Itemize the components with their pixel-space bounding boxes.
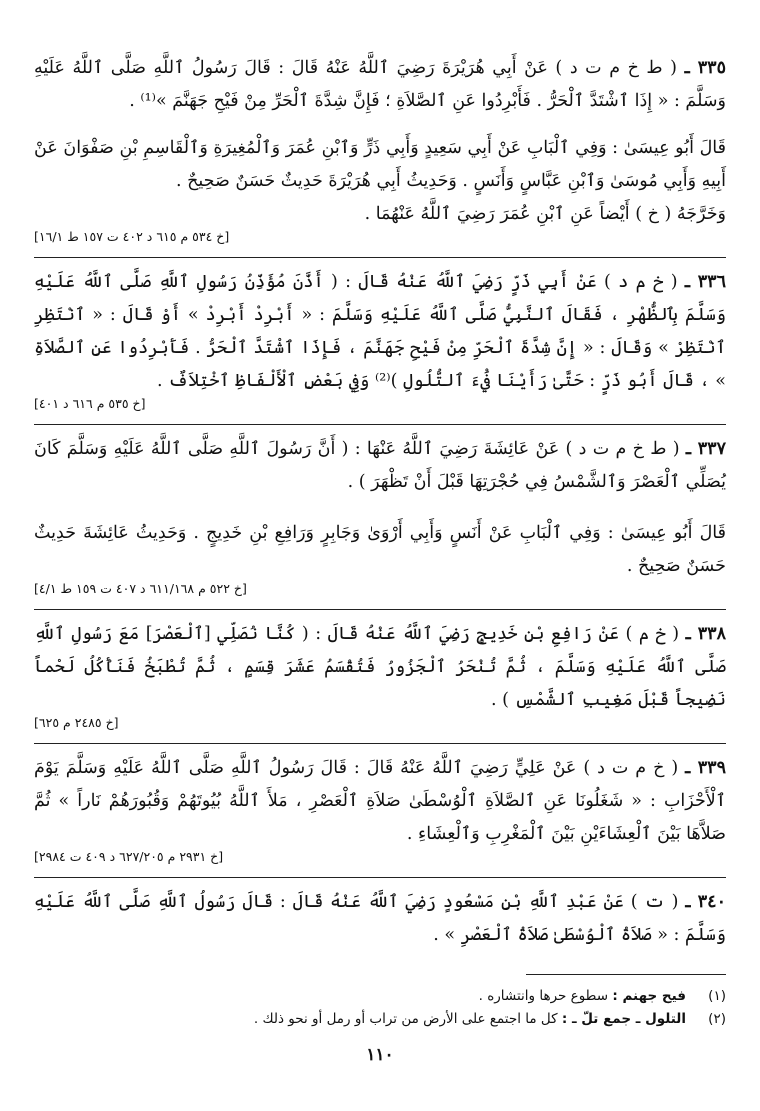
hadith-body: ( خ م د ) عَنْ أَبِي ذَرٍّ رَضِيَ ٱللَّهُ عَنْهُ قَالَ : ( أَذَّنَ مُؤَذِّنُ رَسُولِ ٱللَّهِ صَلَّى ٱللَّهُ عَلَيْهِ وَسَلَّمَ بِٱلظُّهْرِ ، فَقَالَ ٱلنَّبِيُّ صَلَّى ٱللَّهُ عَلَيْهِ وَسَلَّمَ : « أَبْرِدْ أَبْرِدْ » أَوْ قَالَ : « ٱنْتَظِرِ ٱنْتَظِرْ » وَقَالَ : « إِنَّ شِدَّةَ ٱلْحَرِّ مِنْ فَيْحِ جَهَنَّمَ ، فَإِذَا ٱشْتَدَّ ٱلْحَرُّ . فَأَبْرِدُوا عَنِ ٱلصَّلاَةِ » ، قَالَ أَبُو ذَرٍّ : حَتَّىٰ رَأَيْنَا فَيْءَ ٱلتُّلُولِ )⁽²⁾ وَفِي بَعْضِ ٱلْأَلْفَاظِ ٱخْتِلاَفٌ . (34, 272, 726, 391)
footnote-rule (526, 974, 726, 975)
hadith-number: ٣٣٦ ـ (684, 272, 726, 292)
commentary: قَالَ أَبُو عِيسَىٰ : وَفِي ٱلْبَابِ عَنْ أَنَسٍ وَأَبِي أَرْوَىٰ وَجَابِرٍ وَرَافِعِ بْنِ خَدِيجٍ . وَحَدِيثُ عَائِشَةَ حَدِيثٌ حَسَنٌ صَحِيحٌ . (34, 523, 726, 576)
reference-text: [خ ٥٢٢ م ٦١١/١٦٨ د ٤٠٧ ت ١٥٩ ط ٤/١] (34, 581, 247, 596)
page-number: ١١٠ (366, 1045, 394, 1065)
commentary: قَالَ أَبُو عِيسَىٰ : وَفِي ٱلْبَابِ عَنْ أَبِي سَعِيدٍ وَأَبِي ذَرٍّ وَٱبْنِ عُمَرَ وَٱلْمُغِيرَةِ وَٱلْقَاسِمِ بْنِ صَفْوَانَ عَنْ أَبِيهِ وَأَبِي مُوسَىٰ وَٱبْنِ عَبَّاسٍ وَأَنَسٍ . وَحَدِيثُ أَبِي هُرَيْرَةَ حَدِيثٌ حَسَنٌ صَحِيحٌ . (34, 138, 726, 191)
divider (34, 424, 726, 425)
hadith-text (34, 886, 726, 952)
divider (34, 877, 726, 878)
hadith-number: ٣٣٩ ـ (685, 758, 726, 778)
divider (34, 609, 726, 610)
reference-line (34, 396, 726, 412)
hadith-number: ٣٣٧ ـ (685, 439, 726, 459)
divider (34, 257, 726, 258)
reference-text: [خ ٢٤٨٥ م ٦٢٥] (34, 715, 119, 730)
hadith-text (34, 752, 726, 851)
hadith-339 (34, 752, 726, 865)
footnote-text: كل ما اجتمع على الأرض من تراب أو رمل أو نحو ذلك . (253, 1011, 558, 1027)
hadith-text (34, 52, 726, 118)
footnote-mark: (٢) (708, 1011, 726, 1027)
hadith-text (34, 266, 726, 398)
footnote-2 (34, 1008, 726, 1031)
hadith-body: ( خ م ت د ) عَنْ عَلِيٍّ رَضِيَ ٱللَّهُ عَنْهُ قَالَ : قَالَ رَسُولُ ٱللَّهِ صَلَّى ٱللَّهُ عَلَيْهِ وَسَلَّمَ يَوْمَ ٱلْأَحْزَابِ : « شَغَلُونَا عَنِ ٱلصَّلاَةِ ٱلْوُسْطَىٰ صَلاَةِ ٱلْعَصْرِ ، مَلأَ ٱللَّهُ بُيُوتَهُمْ وَقُبُورَهُمْ نَاراً » ثُمَّ صَلاَّهَا بَيْنَ ٱلْعِشَاءَيْنِ بَيْنَ ٱلْمَغْرِبِ وَٱلْعِشَاءِ . (34, 758, 726, 844)
commentary: وَخَرَّجَهُ ( خ ) أَيْضاً عَنِ ٱبْنِ عُمَرَ رَضِيَ ٱللَّهُ عَنْهُمَا . (364, 204, 726, 224)
footnote-term: التلول ـ جمع تلّ ـ : (561, 1011, 686, 1027)
footnote-term: فيح جهنم : (612, 988, 686, 1004)
footnotes (34, 985, 726, 1031)
hadith-336 (34, 266, 726, 412)
hadith-text (34, 433, 726, 499)
footnote-1 (34, 985, 726, 1008)
reference-text: [خ ٥٣٤ م ٦١٥ د ٤٠٢ ت ١٥٧ ط ١٦/١] (34, 229, 230, 244)
reference-text: [خ ٥٣٥ م ٦١٦ د ٤٠١] (34, 396, 146, 411)
hadith-number: ٣٣٥ ـ (684, 58, 726, 78)
hadith-338 (34, 618, 726, 731)
footnote-text: سطوع حرها وانتشاره . (478, 988, 609, 1004)
footnote-mark: (١) (708, 988, 726, 1004)
reference-text: [خ ٢٩٣١ م ٦٢٧/٢٠٥ د ٤٠٩ ت ٢٩٨٤] (34, 849, 224, 864)
hadith-337 (34, 433, 726, 597)
hadith-body: ( ط خ م ت د ) عَنْ أَبِي هُرَيْرَةَ رَضِيَ ٱللَّهُ عَنْهُ قَالَ : قَالَ رَسُولُ ٱللَّهِ صَلَّى ٱللَّهُ عَلَيْهِ وَسَلَّمَ : « إِذَا ٱشْتَدَّ ٱلْحَرُّ . فَأَبْرِدُوا عَنِ ٱلصَّلاَةِ ؛ فَإِنَّ شِدَّةَ ٱلْحَرِّ مِنْ فَيْحِ جَهَنَّمَ »⁽¹⁾ . (34, 58, 726, 111)
reference-line (34, 715, 726, 731)
reference-line (34, 229, 726, 245)
hadith-number: ٣٤٠ ـ (685, 892, 726, 912)
hadith-body: ( ت ) عَنْ عَبْدِ ٱللَّهِ بْنِ مَسْعُودٍ رَضِيَ ٱللَّهُ عَنْهُ قَالَ : قَالَ رَسُولُ ٱللَّهِ صَلَّى ٱللَّهُ عَلَيْهِ وَسَلَّمَ : « صَلاَةُ ٱلْوُسْطَىٰ صَلاَةُ ٱلْعَصْرِ » . (34, 892, 726, 945)
hadith-text (34, 618, 726, 717)
reference-line (34, 849, 726, 865)
hadith-335 (34, 52, 726, 245)
divider (34, 743, 726, 744)
hadith-body: ( خ م ) عَنْ رَافِعِ بْنِ خَدِيجٍ رَضِيَ ٱللَّهُ عَنْهُ قَالَ : ( كُنَّا نُصَلِّي [ٱلْعَصْرَ] مَعَ رَسُولِ ٱللَّهِ صَلَّى ٱللَّهُ عَلَيْهِ وَسَلَّمَ ، ثُمَّ تُنْحَرُ ٱلْجَزُورُ فَتُقْسَمُ عَشَرَ قِسَمٍ ، ثُمَّ تُطْبَخُ فَنَأْكُلُ لَحْماً نَضِيجاً قَبْلَ مَغِيبِ ٱلشَّمْسِ ) . (34, 624, 726, 710)
hadith-340 (34, 886, 726, 952)
hadith-body: ( ط خ م ت د ) عَنْ عَائِشَةَ رَضِيَ ٱللَّهُ عَنْهَا : ( أَنَّ رَسُولَ ٱللَّهِ صَلَّى ٱللَّهُ عَلَيْهِ وَسَلَّمَ كَانَ يُصَلِّي ٱلْعَصْرَ وَٱلشَّمْسُ فِي حُجْرَتِهَا قَبْلَ أَنْ تَظْهَرَ ) . (34, 439, 726, 492)
reference-line (34, 581, 726, 597)
hadith-number: ٣٣٨ ـ (685, 624, 726, 644)
